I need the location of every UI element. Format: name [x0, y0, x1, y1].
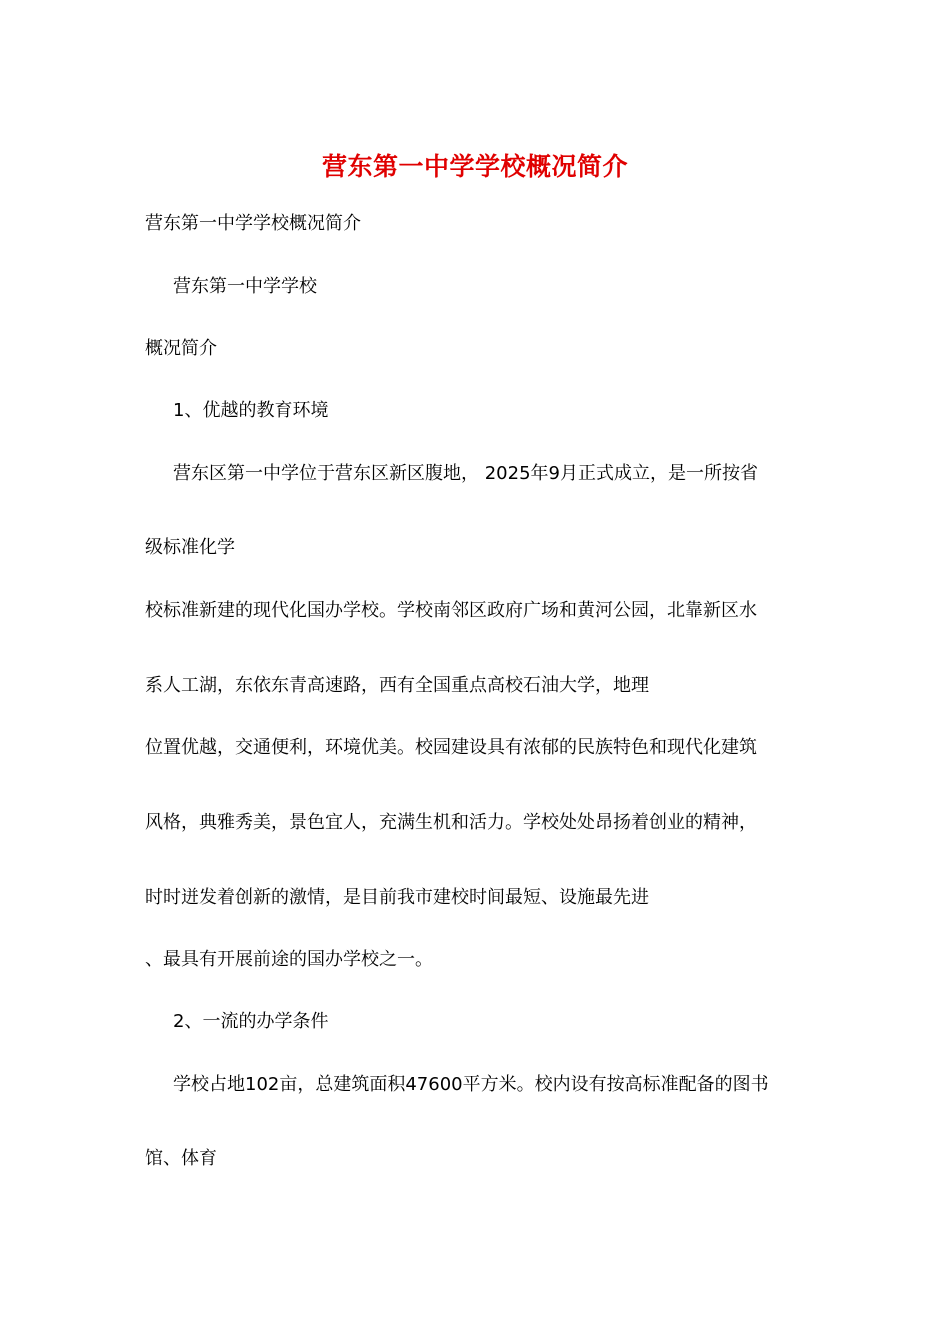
paragraph-line: 位置优越，交通便利，环境优美。校园建设具有浓郁的民族特色和现代化建筑	[145, 737, 757, 758]
section-heading-1: 1、优越的教育环境	[173, 400, 329, 421]
subtitle-line: 营东第一中学学校概况简介	[145, 213, 361, 234]
paragraph-line: 级标准化学	[145, 537, 235, 558]
section-heading-2: 2、一流的办学条件	[173, 1011, 329, 1032]
paragraph-line: 风格，典雅秀美，景色宜人，充满生机和活力。学校处处昂扬着创业的精神，	[145, 812, 757, 833]
overview-heading: 概况简介	[145, 338, 217, 359]
paragraph-line: 校标准新建的现代化国办学校。学校南邻区政府广场和黄河公园，北靠新区水	[145, 600, 757, 621]
school-name-line: 营东第一中学学校	[173, 276, 317, 297]
paragraph-line: 学校占地102亩，总建筑面积47600平方米。校内设有按高标准配备的图书	[173, 1074, 769, 1095]
paragraph-line: 时时迸发着创新的激情，是目前我市建校时间最短、设施最先进	[145, 887, 649, 908]
paragraph-line: 馆、体育	[145, 1148, 217, 1169]
paragraph-line: 营东区第一中学位于营东区新区腹地， 2025年9月正式成立，是一所按省	[173, 463, 758, 484]
document-title: 营东第一中学学校概况简介	[321, 152, 628, 181]
paragraph-line: 、最具有开展前途的国办学校之一。	[145, 949, 433, 970]
paragraph-line: 系人工湖，东依东青高速路，西有全国重点高校石油大学，地理	[145, 675, 649, 696]
